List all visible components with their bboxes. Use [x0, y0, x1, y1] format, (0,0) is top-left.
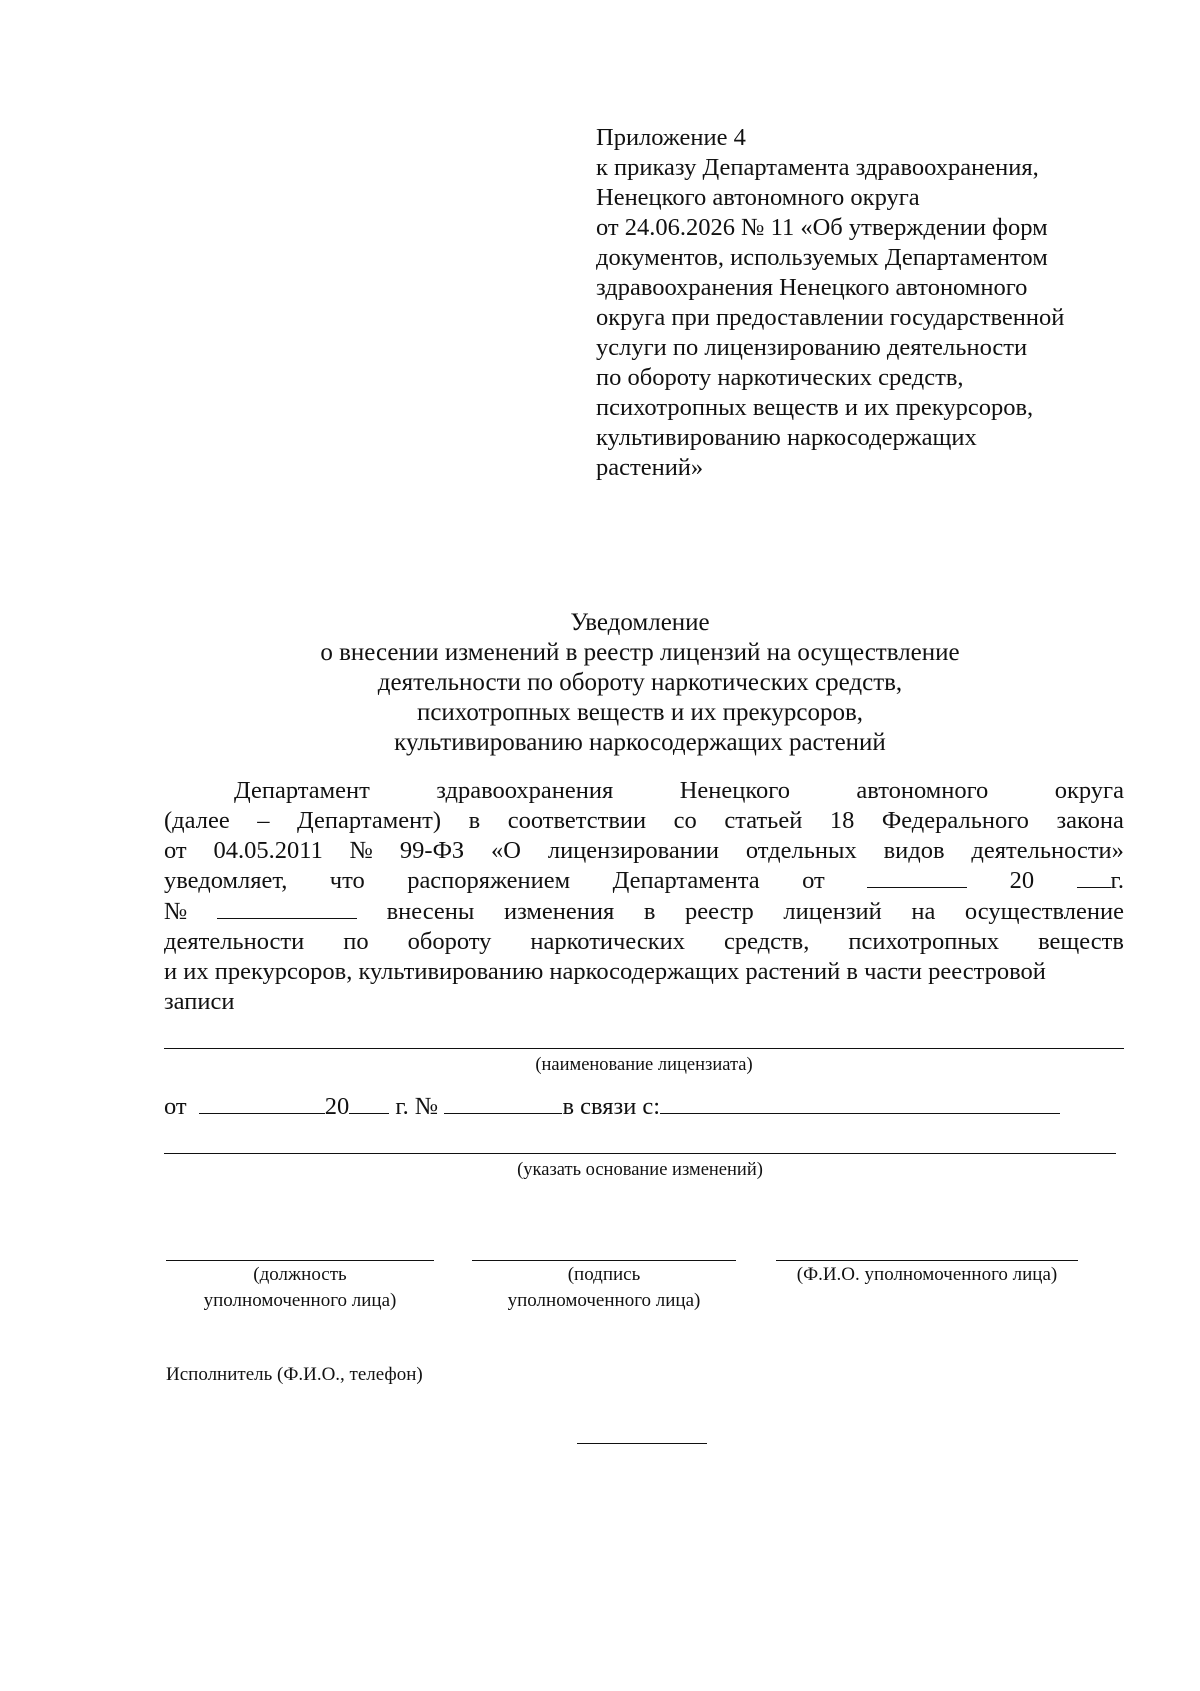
- from-year-blank[interactable]: [349, 1091, 389, 1114]
- from-number-blank[interactable]: [444, 1091, 562, 1114]
- word: Федерального: [881, 806, 1029, 834]
- body-line: [164, 865, 1124, 896]
- title-line: психотропных веществ и их прекурсоров,: [416, 699, 864, 726]
- body-line: [164, 806, 1124, 836]
- word: «О: [491, 836, 521, 864]
- closing-rule: [577, 1443, 707, 1444]
- word: №: [349, 836, 374, 864]
- word: 04.05.2011: [213, 836, 323, 864]
- word: соответствии: [507, 806, 647, 834]
- word: Департамент): [297, 806, 442, 834]
- from-date-blank[interactable]: [199, 1091, 325, 1114]
- notice-body: [164, 776, 1124, 1016]
- signature-caption-line: уполномоченного лица): [507, 1290, 701, 1311]
- body-line: [164, 927, 1124, 957]
- word: осуществление: [964, 898, 1124, 926]
- appendix-line: по обороту наркотических средств,: [596, 364, 964, 391]
- appendix-line: психотропных веществ и их прекурсоров,: [596, 394, 1034, 421]
- word: в: [643, 898, 656, 926]
- position-caption-line: (должность: [253, 1264, 347, 1285]
- appendix-header: [596, 123, 1116, 483]
- position-signature-line[interactable]: [166, 1260, 434, 1261]
- word: Ненецкого: [679, 777, 790, 804]
- year-blank[interactable]: [1077, 865, 1111, 888]
- reason-blank[interactable]: [660, 1091, 1060, 1114]
- word: внесены: [386, 898, 475, 926]
- word: лицензий: [783, 898, 882, 926]
- basis-caption: (указать основание изменений): [517, 1160, 763, 1180]
- word: в: [468, 806, 481, 834]
- title-line: деятельности по обороту наркотических средств,: [377, 669, 903, 696]
- signature-caption-line: (подпись: [567, 1264, 641, 1285]
- title-line: Уведомление: [570, 609, 710, 636]
- appendix-line: от 24.06.2026 № 11 «Об утверждении форм: [596, 214, 1048, 241]
- word: психотропных: [848, 927, 1000, 955]
- word: округа: [1054, 777, 1124, 804]
- word: видов: [883, 836, 945, 864]
- licensee-name-line[interactable]: [164, 1048, 1124, 1049]
- word: реестр: [685, 898, 754, 926]
- name-caption: (Ф.И.О. уполномоченного лица): [796, 1264, 1058, 1285]
- from-row: [164, 1091, 1104, 1122]
- reason-label: в связи с:: [562, 1093, 661, 1120]
- word: отдельных: [745, 836, 857, 864]
- word: со: [673, 806, 697, 834]
- word: Департамента: [612, 867, 760, 895]
- word: (далее: [164, 806, 230, 834]
- position-caption-line: уполномоченного лица): [203, 1290, 397, 1311]
- word: веществ: [1038, 927, 1124, 955]
- word: распоряжением: [407, 867, 571, 895]
- word: Департамент: [234, 777, 370, 804]
- word: от: [164, 836, 187, 864]
- body-line: и их прекурсоров, культивированию наркосодержащих растений в части реестровой: [164, 957, 1046, 985]
- word: 18: [829, 806, 855, 834]
- appendix-line: документов, используемых Департаментом: [596, 244, 1048, 271]
- word: средств,: [723, 927, 810, 955]
- executor-label: Исполнитель (Ф.И.О., телефон): [166, 1364, 423, 1385]
- appendix-line: растений»: [596, 454, 704, 481]
- word: по: [343, 927, 369, 955]
- appendix-line: здравоохранения Ненецкого автономного: [596, 274, 1028, 301]
- word: изменения: [503, 898, 615, 926]
- word: статьей: [724, 806, 803, 834]
- order-number-blank[interactable]: [217, 896, 357, 919]
- appendix-line: округа при предоставлении государственной: [596, 304, 1065, 331]
- word: закона: [1056, 806, 1124, 834]
- body-line: записи: [164, 987, 235, 1015]
- appendix-line: Ненецкого автономного округа: [596, 184, 920, 211]
- signature-line[interactable]: [472, 1260, 736, 1261]
- position-caption: [166, 1262, 434, 1314]
- body-line: [164, 776, 1124, 806]
- word: деятельности»: [971, 836, 1124, 864]
- appendix-line: услуги по лицензированию деятельности: [596, 334, 1028, 361]
- body-line: [164, 896, 1124, 927]
- word: уведомляет,: [164, 867, 288, 895]
- word: –: [257, 806, 270, 834]
- licensee-caption: (наименование лицензиата): [535, 1055, 753, 1075]
- word: деятельности: [164, 927, 305, 955]
- body-line: [164, 836, 1124, 866]
- document-title: [160, 608, 1120, 758]
- word: лицензировании: [547, 836, 720, 864]
- appendix-line: культивированию наркосодержащих: [596, 424, 977, 451]
- word: здравоохранения: [436, 777, 614, 804]
- word: что: [329, 867, 365, 895]
- word: от: [802, 867, 825, 895]
- appendix-line: Приложение 4: [596, 124, 746, 151]
- name-signature-line[interactable]: [776, 1260, 1078, 1261]
- word: 99-ФЗ: [399, 836, 465, 864]
- from-label: от: [164, 1093, 187, 1120]
- year-suffix: г. №: [395, 1093, 439, 1120]
- year-group: [1077, 865, 1124, 896]
- word: наркотических: [530, 927, 685, 955]
- basis-line[interactable]: [164, 1153, 1116, 1154]
- date-blank[interactable]: [867, 865, 967, 888]
- appendix-line: к приказу Департамента здравоохранения,: [596, 154, 1039, 181]
- word: №: [164, 898, 188, 926]
- word: 20: [1009, 867, 1035, 895]
- word: г.: [1110, 867, 1124, 895]
- title-line: культивированию наркосодержащих растений: [394, 729, 886, 756]
- word: автономного: [856, 777, 989, 804]
- word: на: [911, 898, 936, 926]
- title-line: о внесении изменений в реестр лицензий на осуществление: [320, 639, 960, 666]
- year-prefix: 20: [324, 1093, 350, 1120]
- signature-caption: [472, 1262, 736, 1314]
- word: обороту: [407, 927, 492, 955]
